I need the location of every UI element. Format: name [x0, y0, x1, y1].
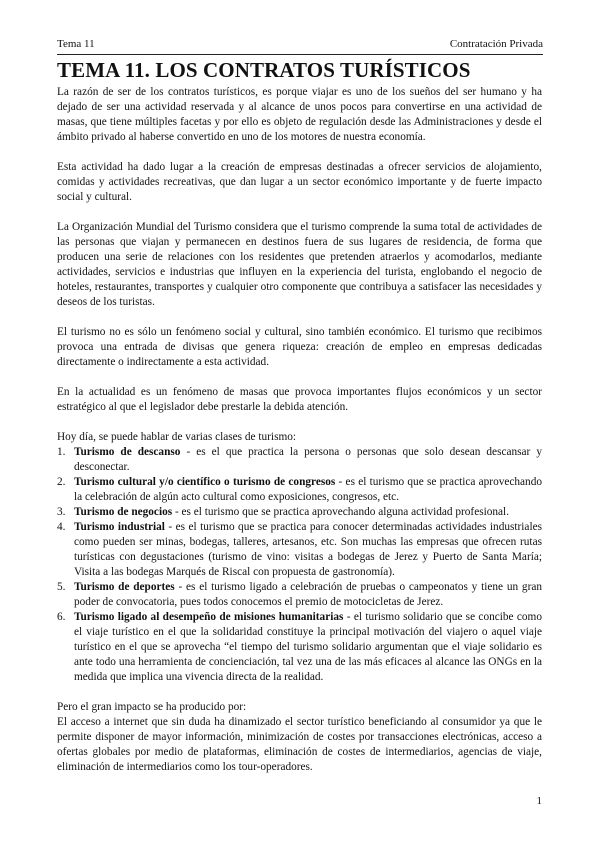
- list-item: [57, 610, 542, 685]
- list-number: 3.: [57, 506, 66, 518]
- list-item: [57, 445, 542, 475]
- list-text: - es el turismo que se practica aprovechando alguna actividad profesional.: [172, 506, 510, 518]
- closing-intro: Pero el gran impacto se ha producido por:: [57, 701, 247, 713]
- page-body: [57, 58, 542, 775]
- header-subject: Contratación Privada: [449, 38, 543, 50]
- list-term: Turismo cultural y/o científico o turismo de congresos: [74, 476, 336, 488]
- list-number: 4.: [57, 521, 66, 533]
- paragraph: La razón de ser de los contratos turísticos, es porque viajar es uno de los sueños del ser humano y ha dejado de ser una actividad reservada y al alcance de unos pocos para convertirse en una actividad de masas, que tiene múltiples facetas y por ello es objeto de regulación desde las Administraciones y desde el ámbito privado al haberse convertido en uno de los motores de nuestra economía.: [57, 86, 542, 143]
- list-term: Turismo de descanso: [74, 446, 181, 458]
- list-number: 5.: [57, 581, 66, 593]
- list-number: 2.: [57, 476, 66, 488]
- paragraph: En la actualidad es un fenómeno de masas que provoca importantes flujos económicos y un sector estratégico al que el legislador debe prestarle la debida atención.: [57, 386, 542, 413]
- list-number: 1.: [57, 446, 66, 458]
- header-chapter: Tema 11: [57, 38, 95, 50]
- page-title: TEMA 11. LOS CONTRATOS TURÍSTICOS: [57, 58, 471, 82]
- list-term: Turismo de negocios: [74, 506, 173, 518]
- list-item: [57, 520, 542, 580]
- list-intro: Hoy día, se puede hablar de varias clases de turismo:: [57, 431, 297, 443]
- list-term: Turismo industrial: [74, 521, 165, 533]
- tourism-types-list: [57, 445, 542, 685]
- list-item: [57, 505, 542, 520]
- paragraph: El turismo no es sólo un fenómeno social y cultural, sino también económico. El turismo que recibimos provoca una entrada de divisas que genera riqueza: creación de empleo en empresas dedicadas directamente o indirectamente a esta actividad.: [57, 326, 542, 368]
- list-item: [57, 475, 542, 505]
- list-text: - es el turismo ligado a celebración de pruebas o campeonatos y tiene un gran poder de convocatoria, pues todos conocemos el premio de motocicletas de Jerez.: [74, 581, 542, 608]
- list-text: - el turismo solidario que se concibe como el viaje turístico en el que la solidaridad constituye la principal motivación del viajero o aquel viaje turístico en el que se aprovecha “el tiempo del turismo solidario argumentan que el viaje solidario es ante todo una herramienta de concienciación, tal vez una de las más eficaces al alcance las ONGs en la medida que implica una vivencia directa de la realidad.: [74, 611, 542, 683]
- paragraph: Esta actividad ha dado lugar a la creación de empresas destinadas a ofrecer servicios de alojamiento, comidas y actividades recreativas, que dan lugar a un sector económico importante y de fuerte impacto social y cultural.: [57, 161, 542, 203]
- list-term: Turismo de deportes: [74, 581, 175, 593]
- list-text: - es el turismo que se practica aprovechando la celebración de algún acto cultural como exposiciones, congresos, etc.: [74, 476, 543, 503]
- list-term: Turismo ligado al desempeño de misiones humanitarias: [74, 611, 344, 623]
- paragraph: La Organización Mundial del Turismo considera que el turismo comprende la suma total de actividades de las personas que viajan y permanecen en destinos fuera de sus lugares de residencia, de forma que producen una serie de relaciones con los residentes que pretenden atraerlos y acomodarlos, mediante actividades, servicios e industrias que influyen en la experiencia del turista, englobando el negocio de hoteles, restaurantes, transportes y cualquier otro componente que contribuya a satisfacer las necesidades y deseos de los turistas.: [57, 221, 542, 308]
- list-text: - es el turismo que se practica para conocer determinadas actividades industriales como pueden ser minas, bodegas, talleres, artesanos, etc. Son muchas las empresas que ofrecen rutas turísticas con degustaciones (turismo de vino: visitas a bodegas de Jerez y Puerto de Santa María; Visita a las bodegas Marqués de Riscal con propuesta de gastronomía).: [74, 521, 542, 578]
- list-number: 6.: [57, 611, 66, 623]
- page-header: [57, 37, 543, 51]
- closing-paragraph: El acceso a internet que sin duda ha dinamizado el sector turístico beneficiando al consumidor ya que le permite disponer de mayor información, minimización de costes por transacciones electrónicas, acceso a ofertas globales por medio de plataformas, eliminación de costes de intermediarios, agencias de viaje, eliminación de intermediarios como los tour-operadores.: [57, 716, 542, 773]
- page-number: 1: [536, 795, 542, 807]
- header-rule: [57, 54, 543, 55]
- list-item: [57, 580, 542, 610]
- list-text: - es el que practica la persona o personas que solo desean descansar y desconectar.: [74, 446, 542, 473]
